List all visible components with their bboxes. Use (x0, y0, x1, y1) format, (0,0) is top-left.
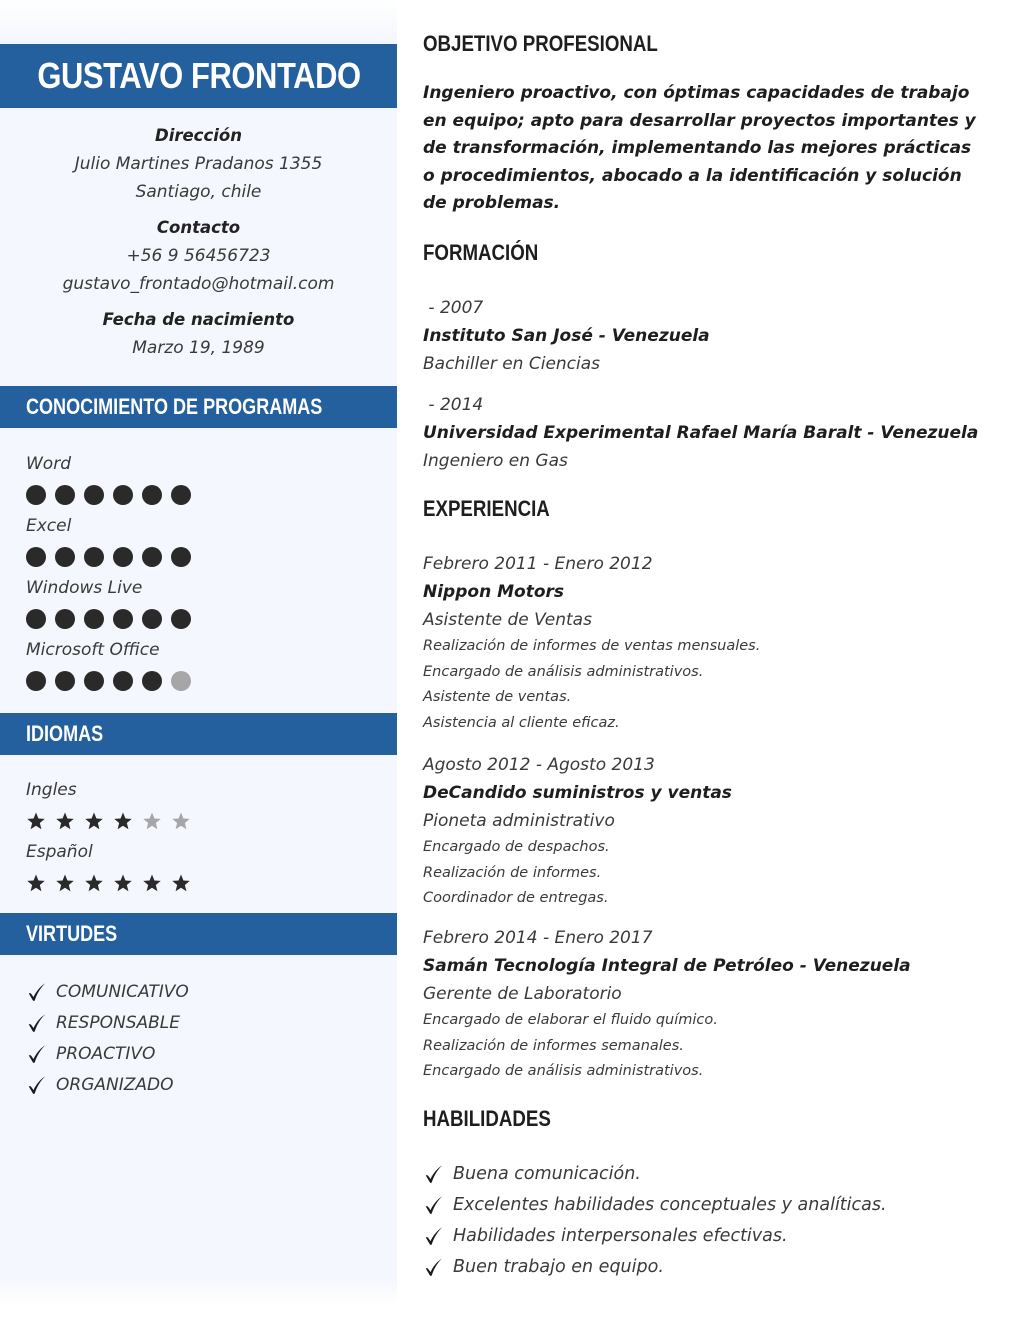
education-heading (423, 240, 559, 266)
experience-role: Asistente de Ventas (423, 610, 592, 630)
education-date: - 2007 (423, 298, 484, 318)
check-item-text: COMUNICATIVO (56, 981, 189, 1002)
program-name: Excel (26, 516, 72, 536)
program-name: Microsoft Office (26, 640, 160, 660)
experience-task: Encargado de análisis administrativos. (423, 663, 704, 680)
checkmark-icon (423, 1194, 445, 1216)
rating-dot-filled-icon (26, 671, 46, 691)
experience-task: Realización de informes de ventas mensuales. (423, 638, 761, 654)
check-list-item (26, 1007, 189, 1038)
checkmark-icon (423, 1256, 445, 1278)
birth-label: Fecha de nacimiento (102, 310, 295, 329)
experience-task: Coordinador de entregas. (423, 890, 609, 907)
experience-entry (423, 924, 1003, 1085)
experience-role: Pioneta administrativo (423, 811, 615, 831)
skills-heading (423, 1106, 573, 1132)
name-header (0, 44, 397, 108)
rating-dot-filled-icon (26, 547, 46, 567)
check-list-item (26, 1069, 189, 1100)
check-item-text: Buen trabajo en equipo. (453, 1256, 664, 1277)
experience-company: DeCandido suministros y ventas (423, 783, 732, 803)
experience-heading (423, 496, 572, 522)
rating-dot-filled-icon (84, 671, 104, 691)
education-entry (423, 294, 1003, 378)
experience-role: Gerente de Laboratorio (423, 984, 622, 1004)
rating-dot-filled-icon (142, 609, 162, 629)
check-item-text: ORGANIZADO (56, 1074, 174, 1095)
program-name: Windows Live (26, 578, 143, 598)
rating-dot-filled-icon (26, 609, 46, 629)
experience-date: Agosto 2012 - Agosto 2013 (423, 755, 655, 775)
virtues-list (26, 976, 189, 1100)
program-name: Word (26, 454, 71, 474)
experience-task: Encargado de elaborar el fluido químico. (423, 1012, 718, 1028)
checkmark-icon (26, 981, 48, 1003)
rating-dot-filled-icon (113, 485, 133, 505)
experience-entry (423, 751, 1003, 912)
experience-task: Realización de informes semanales. (423, 1037, 684, 1054)
star-filled-icon (113, 873, 133, 893)
objective-title: OBJETIVO PROFESIONAL (423, 31, 658, 56)
experience-date: Febrero 2014 - Enero 2017 (423, 928, 653, 948)
contact-label: Contacto (156, 218, 241, 237)
education-title: FORMACIÓN (423, 240, 539, 265)
star-filled-icon (26, 811, 46, 831)
rating-dot-filled-icon (171, 485, 191, 505)
email: gustavo_frontado@hotmail.com (62, 274, 335, 294)
rating-dot-filled-icon (113, 671, 133, 691)
check-item-text: Habilidades interpersonales efectivas. (453, 1225, 788, 1246)
language-name: Español (26, 842, 93, 862)
language-rating (26, 804, 191, 838)
programs-header (0, 386, 397, 428)
experience-company: Samán Tecnología Integral de Petróleo - Venezuela (423, 956, 911, 976)
checkmark-icon (423, 1225, 445, 1247)
experience-task: Realización de informes. (423, 864, 602, 881)
rating-dot-filled-icon (26, 485, 46, 505)
rating-dot-filled-icon (84, 609, 104, 629)
star-filled-icon (142, 873, 162, 893)
rating-dot-filled-icon (171, 547, 191, 567)
check-list-item (423, 1189, 887, 1220)
check-list-item (423, 1220, 887, 1251)
rating-dot-filled-icon (55, 485, 75, 505)
objective-heading (423, 31, 699, 57)
rating-dot-empty-icon (171, 671, 191, 691)
language-rating (26, 866, 191, 900)
experience-entry (423, 550, 1003, 737)
objective-text: Ingeniero proactivo, con óptimas capacidades de trabajo en equipo; apto para desarrollar proyectos importantes y de transformación, implementando las mejores prácticas o procedimientos, abocado a la identificación y solución de problemas. (423, 83, 976, 213)
address-line1: Julio Martines Pradanos 1355 (74, 154, 323, 174)
rating-dot-filled-icon (142, 671, 162, 691)
check-list-item (423, 1251, 887, 1282)
star-empty-icon (142, 811, 162, 831)
skills-list (423, 1158, 887, 1282)
rating-dot-filled-icon (55, 609, 75, 629)
rating-dot-filled-icon (142, 485, 162, 505)
star-empty-icon (171, 811, 191, 831)
check-list-item (423, 1158, 887, 1189)
rating-dot-filled-icon (55, 547, 75, 567)
star-filled-icon (55, 873, 75, 893)
checkmark-icon (26, 1043, 48, 1065)
rating-dot-filled-icon (113, 547, 133, 567)
birth-date: Marzo 19, 1989 (132, 338, 265, 358)
address-label: Dirección (155, 126, 242, 145)
person-name: GUSTAVO FRONTADO (36, 55, 361, 96)
education-date: - 2014 (423, 395, 484, 415)
star-filled-icon (113, 811, 133, 831)
education-institution: Universidad Experimental Rafael María Baralt - Venezuela (423, 423, 979, 443)
rating-dot-filled-icon (84, 485, 104, 505)
star-filled-icon (26, 873, 46, 893)
languages-list (26, 776, 191, 900)
rating-dot-filled-icon (84, 547, 104, 567)
experience-task: Encargado de despachos. (423, 839, 610, 855)
language-name: Ingles (26, 780, 77, 800)
rating-dot-filled-icon (113, 609, 133, 629)
star-filled-icon (84, 811, 104, 831)
languages-title: IDIOMAS (26, 721, 104, 746)
skills-title: HABILIDADES (423, 1106, 551, 1131)
programs-list (26, 450, 191, 698)
contact-block (0, 122, 397, 370)
education-degree: Ingeniero en Gas (423, 451, 568, 471)
education-degree: Bachiller en Ciencias (423, 354, 601, 374)
checkmark-icon (26, 1012, 48, 1034)
languages-header (0, 713, 397, 755)
program-rating (26, 540, 191, 574)
check-item-text: Excelentes habilidades conceptuales y analíticas. (453, 1194, 887, 1215)
programs-title: CONOCIMIENTO DE PROGRAMAS (26, 394, 323, 419)
experience-task: Asistente de ventas. (423, 689, 572, 706)
experience-task: Encargado de análisis administrativos. (423, 1063, 704, 1080)
checkmark-icon (423, 1163, 445, 1185)
experience-date: Febrero 2011 - Enero 2012 (423, 554, 653, 574)
virtues-title: VIRTUDES (26, 921, 118, 946)
program-rating (26, 478, 191, 512)
check-item-text: RESPONSABLE (56, 1012, 180, 1033)
checkmark-icon (26, 1074, 48, 1096)
check-list-item (26, 1038, 189, 1069)
address-line2: Santiago, chile (135, 182, 262, 202)
rating-dot-filled-icon (171, 609, 191, 629)
phone: +56 9 56456723 (126, 246, 271, 266)
virtues-header (0, 913, 397, 955)
rating-dot-filled-icon (55, 671, 75, 691)
star-filled-icon (84, 873, 104, 893)
experience-title: EXPERIENCIA (423, 496, 550, 521)
rating-dot-filled-icon (142, 547, 162, 567)
experience-task: Asistencia al cliente eficaz. (423, 715, 620, 732)
star-filled-icon (55, 811, 75, 831)
education-institution: Instituto San José - Venezuela (423, 326, 710, 346)
sidebar (0, 0, 397, 1320)
check-item-text: PROACTIVO (56, 1043, 156, 1064)
experience-company: Nippon Motors (423, 582, 564, 602)
program-rating (26, 664, 191, 698)
star-filled-icon (171, 873, 191, 893)
check-item-text: Buena comunicación. (453, 1163, 641, 1184)
check-list-item (26, 976, 189, 1007)
education-entry (423, 391, 1003, 475)
program-rating (26, 602, 191, 636)
